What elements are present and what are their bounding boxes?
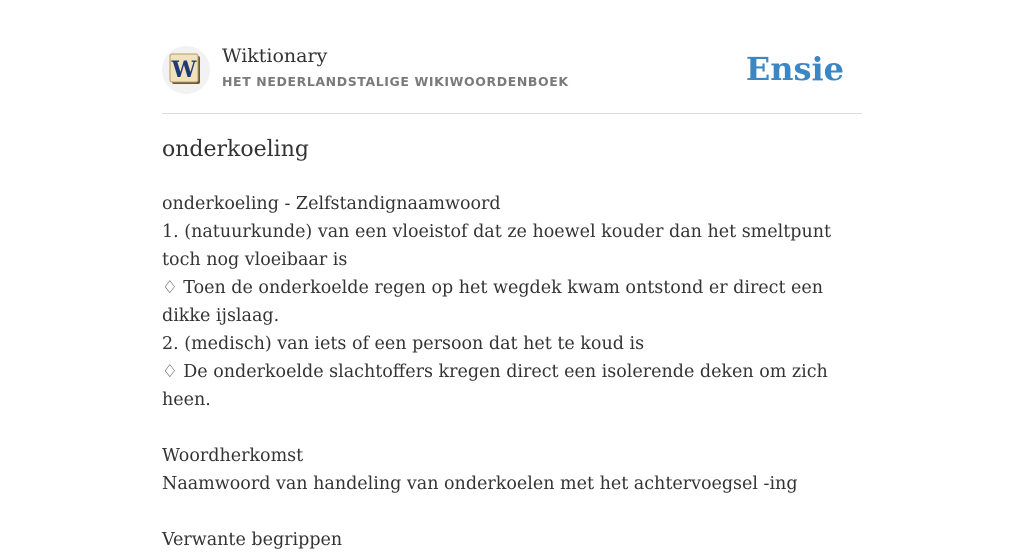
- site-header: [162, 0, 862, 114]
- etymology-text: Naamwoord van handeling van onderkoelen met het achtervoegsel -ing: [162, 474, 798, 494]
- word-type-line: onderkoeling - Zelfstandignaamwoord: [162, 194, 501, 214]
- spacer: [162, 498, 862, 526]
- etymology-heading: Woordherkomst: [162, 446, 304, 466]
- definition-2: 2. (medisch) van iets of een persoon dat het te koud is: [162, 334, 645, 354]
- wiktionary-logo[interactable]: [162, 46, 210, 94]
- example-1: ♢ Toen de onderkoelde regen op het wegdek kwam ontstond er direct een dikke ijslaag.: [162, 278, 824, 326]
- entry-content: [162, 190, 862, 554]
- site-title[interactable]: Wiktionary: [222, 45, 328, 67]
- page: [162, 0, 862, 550]
- ensie-logo[interactable]: Ensie: [745, 50, 844, 88]
- example-2: ♢ De onderkoelde slachtoffers kregen direct een isolerende deken om zich heen.: [162, 362, 828, 410]
- definition-1: 1. (natuurkunde) van een vloeistof dat ze hoewel kouder dan het smeltpunt toch nog vloeibaar is: [162, 222, 832, 270]
- wiktionary-logo-icon: [169, 53, 203, 87]
- related-heading: Verwante begrippen: [162, 530, 343, 550]
- site-subtitle: HET NEDERLANDSTALIGE WIKIWOORDENBOEK: [222, 74, 569, 89]
- entry-title: onderkoeling: [162, 137, 309, 162]
- spacer: [162, 414, 862, 442]
- svg-text:W: W: [171, 57, 197, 83]
